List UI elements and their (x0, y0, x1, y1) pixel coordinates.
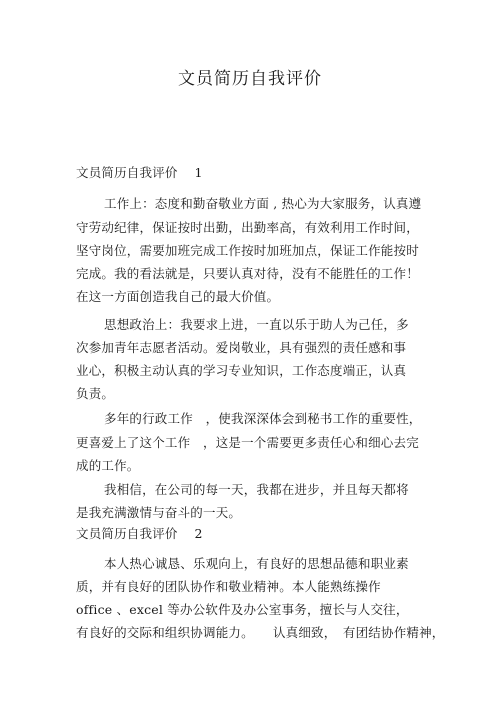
body-line: 本人热心诚恳、乐观向上，有良好的思想品德和职业素 (104, 556, 409, 571)
section-heading-1: 文员简历自我评价 1 (76, 165, 203, 180)
body-line: 坚守岗位，需要加班完成工作按时加班加点，保证工作能按时 (76, 243, 419, 258)
body-line: 质，并有良好的团队协作和敬业精神。本人能熟练操作 (76, 579, 381, 594)
body-line: office 、excel 等办公软件及办公室事务，擅长与人交往， (76, 602, 409, 617)
body-line: 次参加青年志愿者活动。爱岗敬业，具有强烈的责任感和事 (76, 340, 407, 355)
body-line: 守劳动纪律，保证按时出勤，出勤率高，有效利用工作时间， (76, 220, 419, 235)
body-line: 思想政治上：我要求上进，一直以乐于助人为己任，多 (104, 317, 409, 332)
body-line: 负责。 (76, 386, 115, 401)
body-line: 成的工作。 (76, 458, 140, 473)
section-heading-2: 文员简历自我评价 2 (76, 526, 203, 541)
body-line: 完成。我的看法就是，只要认真对待，没有不能胜任的工作！ (76, 266, 419, 281)
body-line: 在这一方面创造我自己的最大价值。 (76, 289, 280, 304)
body-line: 多年的行政工作 ，使我深深体会到秘书工作的重要性， (104, 411, 422, 426)
body-line: 有良好的交际和组织协调能力。 认真细致， 有团结协作精神， (76, 625, 445, 640)
body-line: 是我充满激情与奋斗的一天。 (76, 505, 242, 520)
document-title: 文员简历自我评价 (178, 69, 322, 89)
body-line: 业心，积极主动认真的学习专业知识，工作态度端正，认真 (76, 363, 407, 378)
body-line: 我相信，在公司的每一天，我都在进步，并且每天都将 (104, 482, 409, 497)
body-line: 更喜爱上了这个工作 ，这是一个需要更多责任心和细心去完 (76, 435, 419, 450)
body-line: 工作上：态度和勤奋敬业方面 , 热心为大家服务，认真遵 (104, 196, 422, 211)
